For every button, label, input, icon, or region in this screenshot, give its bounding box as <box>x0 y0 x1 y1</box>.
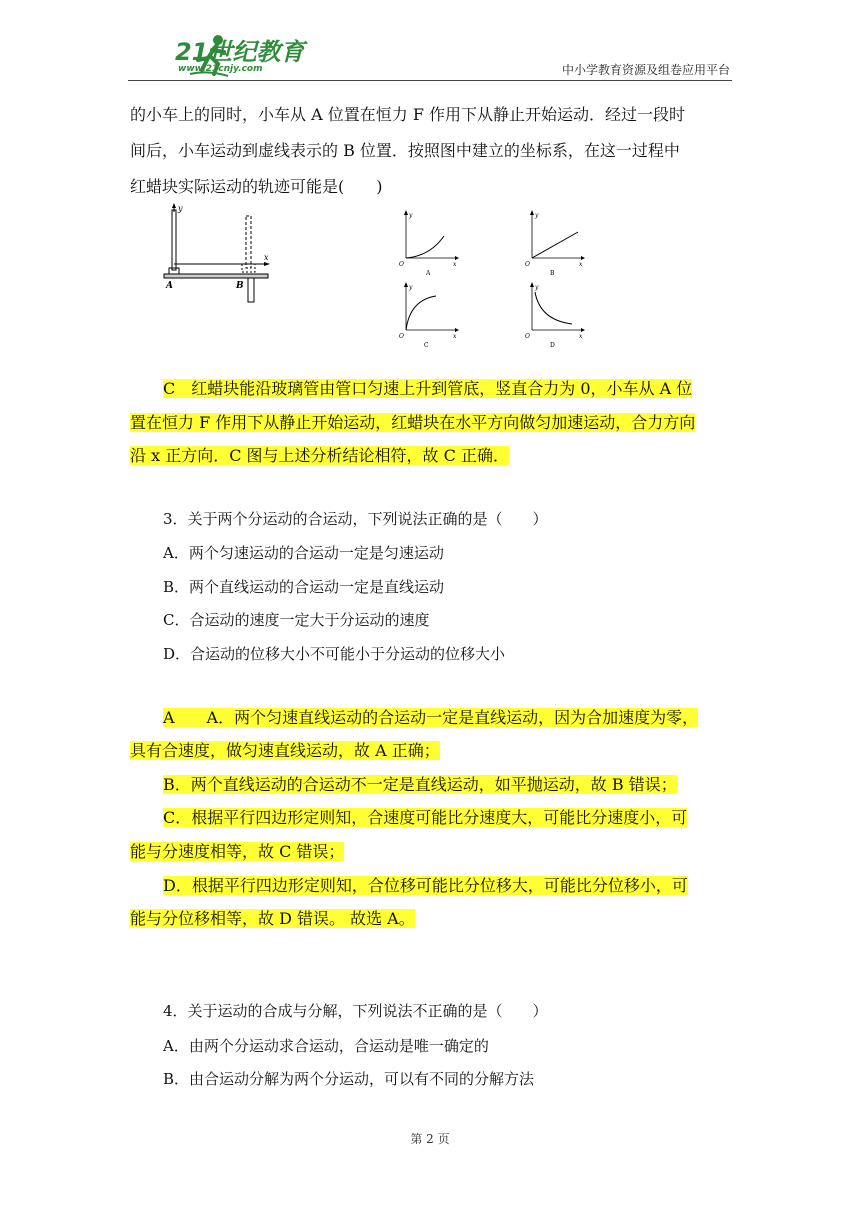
apparatus-label-a: A <box>166 281 173 291</box>
graph-b-origin: O <box>525 261 530 268</box>
page-number: 第 2 页 <box>410 1132 450 1146</box>
q3-answer-line-5: 能与分速度相等，故 C 错误； <box>130 842 345 861</box>
apparatus-label-b: B <box>236 281 244 291</box>
q3-option-a: A．两个匀速运动的合运动一定是匀速运动 <box>163 544 444 562</box>
graph-a <box>396 208 466 278</box>
q2-stem-line-1: 的小车上的同时，小车从 A 位置在恒力 F 作用下从静止开始运动．经过一段时 <box>130 105 686 124</box>
graph-c-label: C <box>424 342 429 349</box>
q3-answer-line-6: D．根据平行四边形定则知，合位移可能比分位移大，可能比分位移小，可 <box>163 876 688 895</box>
graph-c-origin: O <box>399 333 404 340</box>
apparatus-x-label: x <box>264 253 269 262</box>
graph-a-y: y <box>409 212 413 219</box>
q3-option-c: C．合运动的速度一定大于分运动的速度 <box>163 611 430 629</box>
graph-a-origin: O <box>399 261 404 268</box>
q3-stem: 3．关于两个分运动的合运动，下列说法正确的是（ ） <box>163 510 548 528</box>
graph-b-y: y <box>535 212 539 219</box>
q2-answer-line-1: C 红蜡块能沿玻璃管由管口匀速上升到管底，竖直合力为 0，小车从 A 位 <box>163 379 693 398</box>
graph-b-x: x <box>579 261 583 268</box>
graph-c-y: y <box>409 284 413 291</box>
q2-stem-line-2: 间后，小车运动到虚线表示的 B 位置．按照图中建立的坐标系，在这一过程中 <box>130 141 680 160</box>
graph-b <box>522 208 592 278</box>
q2-answer-line-3: 沿 x 正方向．C 图与上述分析结论相符，故 C 正确． <box>130 446 509 465</box>
q3-answer-line-3: B．两个直线运动的合运动不一定是直线运动，如平抛运动，故 B 错误； <box>163 775 677 794</box>
graph-d-y: y <box>535 284 539 291</box>
logo-url: www.21cnjy.com <box>178 64 263 74</box>
q3-answer-line-1: A A．两个匀速直线运动的合运动一定是直线运动，因为合加速度为零， <box>163 708 699 727</box>
platform-name: 中小学教育资源及组卷应用平台 <box>561 63 730 77</box>
q3-option-d: D．合运动的位移大小不可能小于分运动的位移大小 <box>163 645 506 663</box>
logo-text: 21世纪教育 <box>175 38 305 66</box>
q4-stem: 4．关于运动的合成与分解，下列说法不正确的是（ ） <box>163 1002 548 1020</box>
graph-a-label: A <box>426 270 431 277</box>
q3-answer-line-4: C．根据平行四边形定则知，合速度可能比分速度大，可能比分速度小，可 <box>163 808 688 827</box>
graph-a-x: x <box>453 261 457 268</box>
q3-answer-line-2: 具有合速度，做匀速直线运动，故 A 正确； <box>130 741 440 760</box>
q4-option-a: A．由两个分运动求合运动，合运动是唯一确定的 <box>163 1037 489 1055</box>
q4-option-b: B．由合运动分解为两个分运动，可以有不同的分解方法 <box>163 1070 535 1088</box>
header-divider <box>128 80 732 81</box>
q2-stem-line-3: 红蜡块实际运动的轨迹可能是( ) <box>130 177 383 196</box>
q3-option-b: B．两个直线运动的合运动一定是直线运动 <box>163 578 445 596</box>
q2-answer-line-2: 置在恒力 F 作用下从静止开始运动，红蜡块在水平方向做匀加速运动，合力方向 <box>130 413 696 432</box>
graph-d-label: D <box>550 342 555 349</box>
apparatus-y-label: y <box>178 204 183 213</box>
graph-d-origin: O <box>525 333 530 340</box>
graph-c-x: x <box>453 333 457 340</box>
graph-c <box>396 280 466 350</box>
graph-b-label: B <box>550 270 555 277</box>
q3-answer-line-7: 能与分位移相等，故 D 错误。 故选 A。 <box>130 909 415 928</box>
apparatus-figure <box>160 202 280 304</box>
graph-d-x: x <box>579 333 583 340</box>
graph-d <box>522 280 592 350</box>
